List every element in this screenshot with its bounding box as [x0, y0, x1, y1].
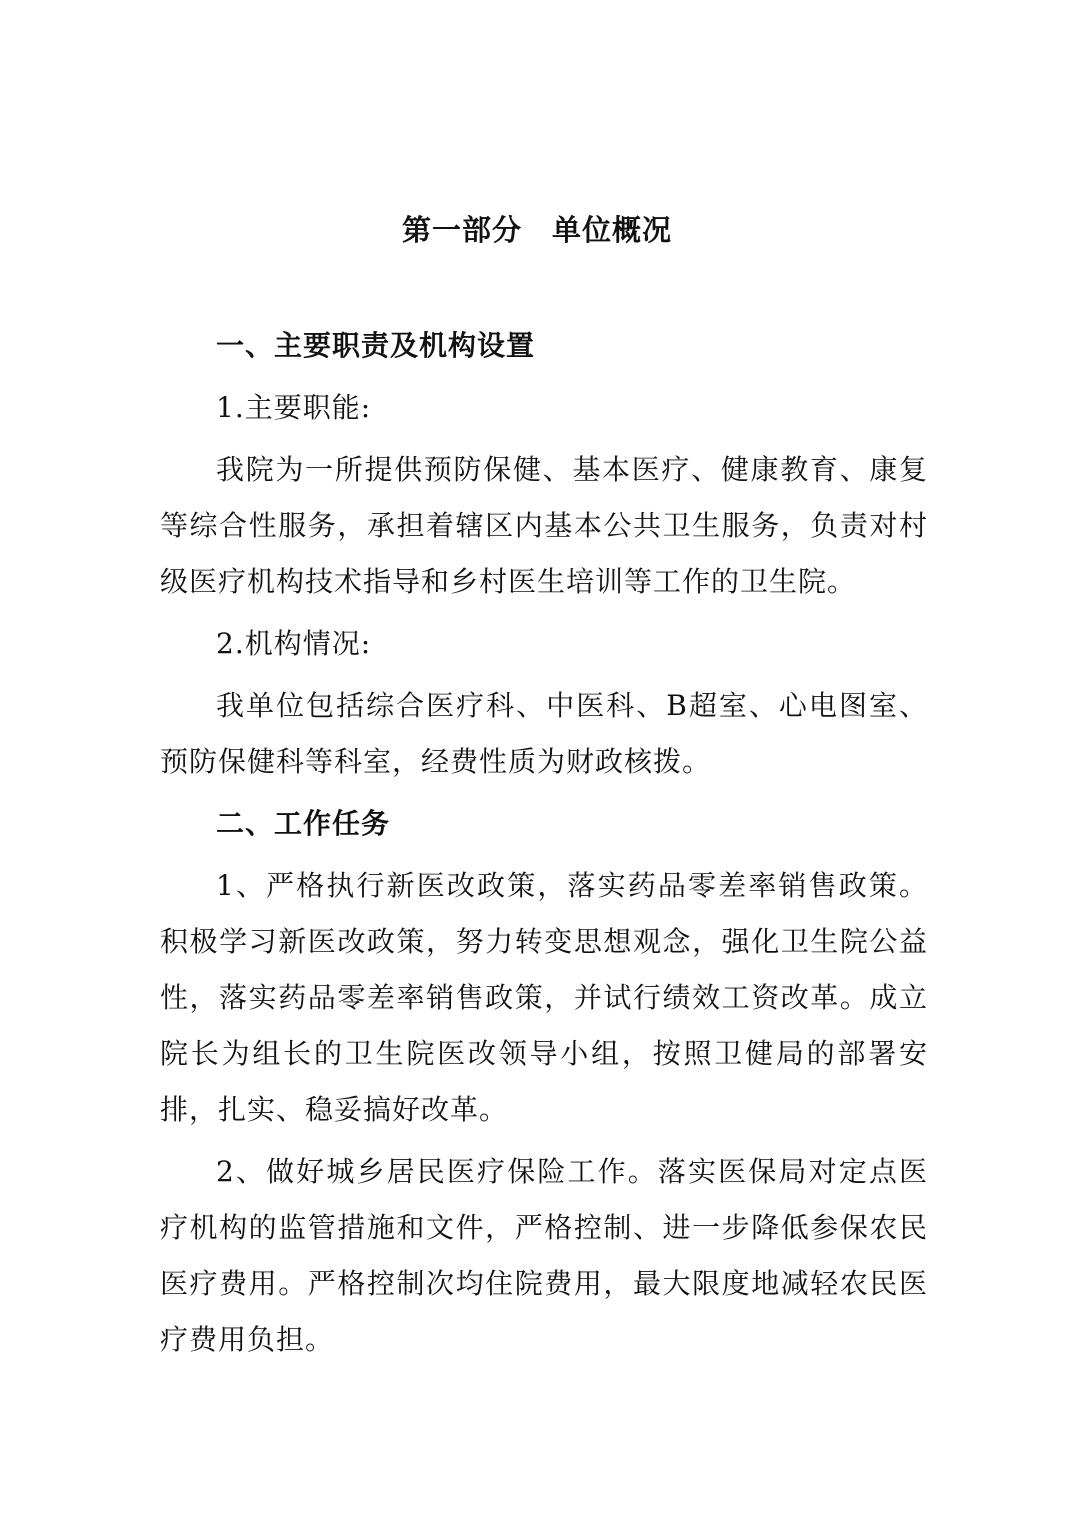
paragraph-task-1: 1、严格执行新医改政策，落实药品零差率销售政策。积极学习新医改政策，努力转变思想观念，强化卫生院公益性，落实药品零差率销售政策，并试行绩效工资改革。成立院长为组长的卫生院医改领导小组，按照卫健局的部署安排，扎实、稳妥搞好改革。 [160, 869, 928, 1126]
document-body [160, 318, 928, 1368]
subheading-main-functions: 1.主要职能: [216, 391, 372, 424]
section-heading-tasks: 二、工作任务 [216, 807, 391, 840]
paragraph-organization: 我单位包括综合医疗科、中医科、B超室、心电图室、预防保健科等科室，经费性质为财政核拨。 [160, 689, 928, 778]
paragraph-main-functions: 我院为一所提供预防保健、基本医疗、健康教育、康复等综合性服务，承担着辖区内基本公共卫生服务，负责对村级医疗机构技术指导和乡村医生培训等工作的卫生院。 [160, 453, 928, 598]
subheading-organization: 2.机构情况: [216, 627, 372, 660]
page-title: 第一部分 单位概况 [401, 213, 672, 247]
section-heading-duties: 一、主要职责及机构设置 [216, 329, 536, 362]
paragraph-task-2: 2、做好城乡居民医疗保险工作。落实医保局对定点医疗机构的监管措施和文件，严格控制、进一步降低参保农民医疗费用。严格控制次均住院费用，最大限度地减轻农民医疗费用负担。 [160, 1155, 928, 1356]
